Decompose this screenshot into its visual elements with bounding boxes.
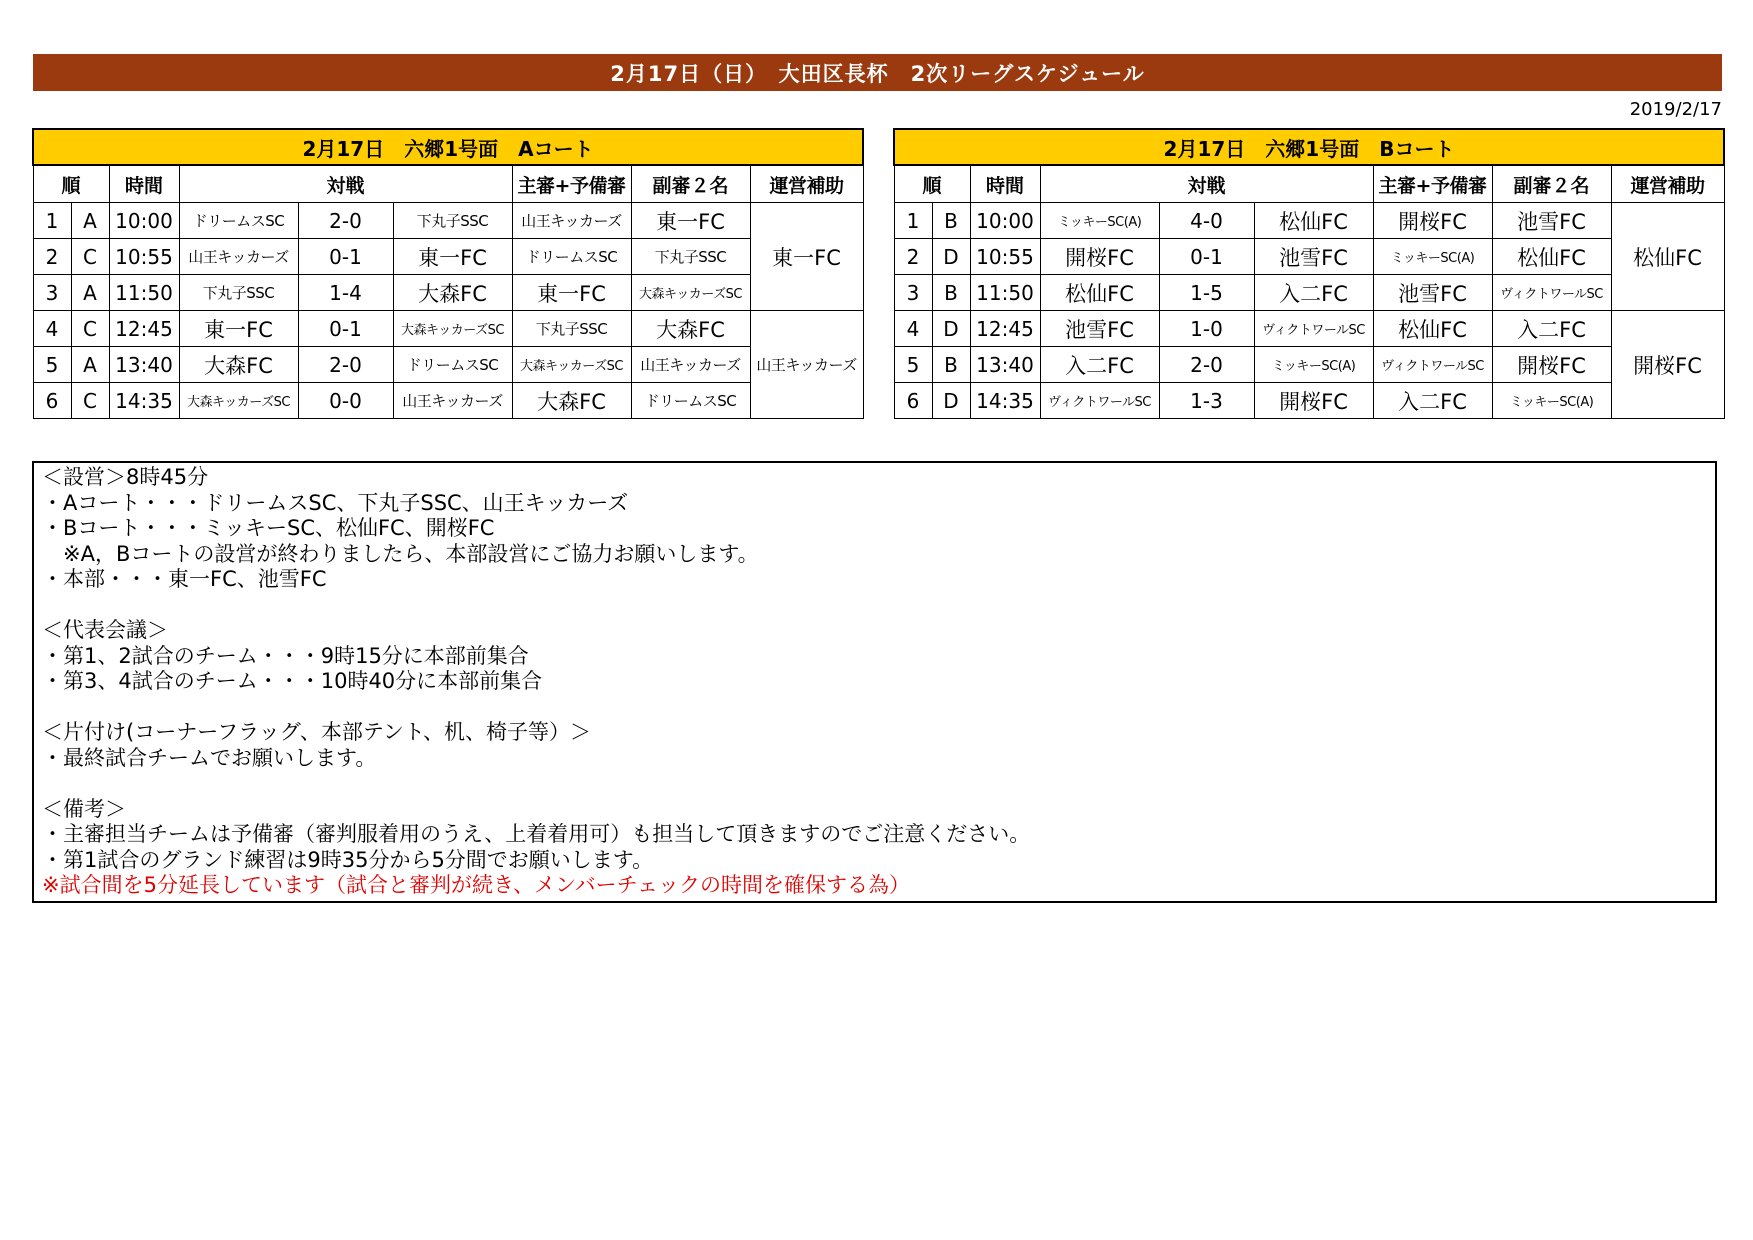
home-team: 下丸子SSC: [179, 275, 298, 311]
assistant-referee-team: 入二FC: [1492, 311, 1611, 347]
home-team: ヴィクトワールSC: [1040, 383, 1159, 419]
home-team: 入二FC: [1040, 347, 1159, 383]
group-letter: D: [932, 311, 970, 347]
header-referee: 主審+予備審: [1373, 165, 1492, 203]
match-number: 3: [33, 275, 71, 311]
home-team: 大森キッカーズSC: [179, 383, 298, 419]
away-team: 池雪FC: [1254, 239, 1373, 275]
match-number: 2: [33, 239, 71, 275]
home-team: 東一FC: [179, 311, 298, 347]
header-order: 順: [33, 165, 109, 203]
support-team: 松仙FC: [1611, 203, 1724, 311]
group-letter: B: [932, 347, 970, 383]
home-team: 山王キッカーズ: [179, 239, 298, 275]
match-number: 5: [894, 347, 932, 383]
header-match: 対戦: [179, 165, 512, 203]
match-score: 4-0: [1159, 203, 1254, 239]
assistant-referee-team: ミッキーSC(A): [1492, 383, 1611, 419]
court-title: 2月17日 六郷1号面 Aコート: [33, 129, 863, 165]
kickoff-time: 12:45: [109, 311, 179, 347]
home-team: ドリームスSC: [179, 203, 298, 239]
header-match: 対戦: [1040, 165, 1373, 203]
note-line: ・Aコート・・・ドリームスSC、下丸子SSC、山王キッカーズ: [42, 490, 629, 515]
schedule-banner: 2月17日（日） 大田区長杯 2次リーグスケジュール: [33, 54, 1722, 91]
header-referee: 主審+予備審: [512, 165, 631, 203]
group-letter: A: [71, 275, 109, 311]
match-score: 1-0: [1159, 311, 1254, 347]
match-score: 0-1: [1159, 239, 1254, 275]
table-row: [894, 311, 1724, 347]
match-score: 1-5: [1159, 275, 1254, 311]
referee-team: 松仙FC: [1373, 311, 1492, 347]
note-line: ＜設営＞8時45分: [42, 465, 209, 489]
match-number: 4: [894, 311, 932, 347]
table-row: [33, 275, 863, 311]
kickoff-time: 14:35: [109, 383, 179, 419]
referee-team: 大森FC: [512, 383, 631, 419]
match-number: 2: [894, 239, 932, 275]
assistant-referee-team: 開桜FC: [1492, 347, 1611, 383]
court-a-schedule-table: [32, 128, 864, 419]
note-line: [42, 771, 1715, 797]
table-row: [33, 311, 863, 347]
header-assistant-referees: 副審２名: [1492, 165, 1611, 203]
referee-team: ミッキーSC(A): [1373, 239, 1492, 275]
home-team: 松仙FC: [1040, 275, 1159, 311]
court-b-schedule-table: [893, 128, 1725, 419]
kickoff-time: 10:00: [970, 203, 1040, 239]
away-team: 開桜FC: [1254, 383, 1373, 419]
assistant-referee-team: 松仙FC: [1492, 239, 1611, 275]
match-score: 2-0: [298, 347, 393, 383]
away-team: 山王キッカーズ: [393, 383, 512, 419]
table-row: [894, 239, 1724, 275]
referee-team: 山王キッカーズ: [512, 203, 631, 239]
kickoff-time: 13:40: [970, 347, 1040, 383]
note-line: ＜片付け(コーナーフラッグ、本部テント、机、椅子等）＞: [42, 720, 591, 744]
match-score: 1-3: [1159, 383, 1254, 419]
group-letter: C: [71, 311, 109, 347]
match-number: 6: [33, 383, 71, 419]
table-row: [894, 275, 1724, 311]
match-score: 0-1: [298, 311, 393, 347]
match-number: 1: [33, 203, 71, 239]
table-row: [33, 203, 863, 239]
referee-team: 東一FC: [512, 275, 631, 311]
note-line: ・最終試合チームでお願いします。: [42, 745, 377, 770]
support-team: 開桜FC: [1611, 311, 1724, 419]
kickoff-time: 11:50: [970, 275, 1040, 311]
note-line: ・第3、4試合のチーム・・・10時40分に本部前集合: [42, 669, 543, 693]
court-title: 2月17日 六郷1号面 Bコート: [894, 129, 1724, 165]
match-score: 2-0: [1159, 347, 1254, 383]
note-line: ・第1、2試合のチーム・・・9時15分に本部前集合: [42, 643, 529, 668]
support-team: 東一FC: [750, 203, 863, 311]
referee-team: 池雪FC: [1373, 275, 1492, 311]
group-letter: A: [71, 347, 109, 383]
assistant-referee-team: 東一FC: [631, 203, 750, 239]
assistant-referee-team: ドリームスSC: [631, 383, 750, 419]
group-letter: C: [71, 239, 109, 275]
home-team: 開桜FC: [1040, 239, 1159, 275]
note-line: [42, 593, 1715, 619]
away-team: ヴィクトワールSC: [1254, 311, 1373, 347]
match-score: 0-1: [298, 239, 393, 275]
note-line: ＜代表会議＞: [42, 618, 168, 642]
referee-team: 開桜FC: [1373, 203, 1492, 239]
assistant-referee-team: 下丸子SSC: [631, 239, 750, 275]
note-line: ・主審担当チームは予備審（審判服着用のうえ、上着着用可）も担当して頂きますのでご注意ください。: [42, 822, 1031, 846]
away-team: ドリームスSC: [393, 347, 512, 383]
table-row: [894, 383, 1724, 419]
match-number: 6: [894, 383, 932, 419]
kickoff-time: 14:35: [970, 383, 1040, 419]
table-row: [894, 203, 1724, 239]
assistant-referee-team: ヴィクトワールSC: [1492, 275, 1611, 311]
header-time: 時間: [109, 165, 179, 203]
group-letter: D: [932, 383, 970, 419]
match-number: 5: [33, 347, 71, 383]
note-line: ・第1試合のグランド練習は9時35分から5分間でお願いします。: [42, 847, 654, 872]
notes-box: [32, 461, 1717, 903]
away-team: ミッキーSC(A): [1254, 347, 1373, 383]
header-support: 運営補助: [750, 165, 863, 203]
match-number: 1: [894, 203, 932, 239]
note-line: ※A，Bコートの設営が終わりましたら、本部設営にご協力お願いします。: [42, 541, 759, 566]
note-line: ＜備考＞: [42, 796, 126, 821]
assistant-referee-team: 山王キッカーズ: [631, 347, 750, 383]
kickoff-time: 10:55: [970, 239, 1040, 275]
header-assistant-referees: 副審２名: [631, 165, 750, 203]
kickoff-time: 10:00: [109, 203, 179, 239]
kickoff-time: 11:50: [109, 275, 179, 311]
assistant-referee-team: 大森FC: [631, 311, 750, 347]
support-team: 山王キッカーズ: [750, 311, 863, 419]
away-team: 下丸子SSC: [393, 203, 512, 239]
assistant-referee-team: 池雪FC: [1492, 203, 1611, 239]
group-letter: A: [71, 203, 109, 239]
referee-team: ヴィクトワールSC: [1373, 347, 1492, 383]
away-team: 大森キッカーズSC: [393, 311, 512, 347]
home-team: 池雪FC: [1040, 311, 1159, 347]
note-line: ・本部・・・東一FC、池雪FC: [42, 567, 327, 591]
group-letter: B: [932, 275, 970, 311]
home-team: 大森FC: [179, 347, 298, 383]
match-score: 2-0: [298, 203, 393, 239]
away-team: 松仙FC: [1254, 203, 1373, 239]
note-line: [42, 695, 1715, 721]
referee-team: 入二FC: [1373, 383, 1492, 419]
away-team: 東一FC: [393, 239, 512, 275]
table-row: [894, 347, 1724, 383]
header-order: 順: [894, 165, 970, 203]
kickoff-time: 10:55: [109, 239, 179, 275]
note-line: ・Bコート・・・ミッキーSC、松仙FC、開桜FC: [42, 516, 495, 540]
match-number: 4: [33, 311, 71, 347]
note-warning: ※試合間を5分延長しています（試合と審判が続き、メンバーチェックの時間を確保する為）: [42, 873, 911, 897]
table-row: [33, 383, 863, 419]
header-time: 時間: [970, 165, 1040, 203]
header-support: 運営補助: [1611, 165, 1724, 203]
table-row: [33, 347, 863, 383]
match-score: 0-0: [298, 383, 393, 419]
group-letter: B: [932, 203, 970, 239]
table-row: [33, 239, 863, 275]
referee-team: 下丸子SSC: [512, 311, 631, 347]
assistant-referee-team: 大森キッカーズSC: [631, 275, 750, 311]
kickoff-time: 12:45: [970, 311, 1040, 347]
away-team: 入二FC: [1254, 275, 1373, 311]
kickoff-time: 13:40: [109, 347, 179, 383]
referee-team: ドリームスSC: [512, 239, 631, 275]
home-team: ミッキーSC(A): [1040, 203, 1159, 239]
away-team: 大森FC: [393, 275, 512, 311]
group-letter: C: [71, 383, 109, 419]
match-score: 1-4: [298, 275, 393, 311]
match-number: 3: [894, 275, 932, 311]
group-letter: D: [932, 239, 970, 275]
referee-team: 大森キッカーズSC: [512, 347, 631, 383]
document-date: 2019/2/17: [1629, 99, 1722, 120]
